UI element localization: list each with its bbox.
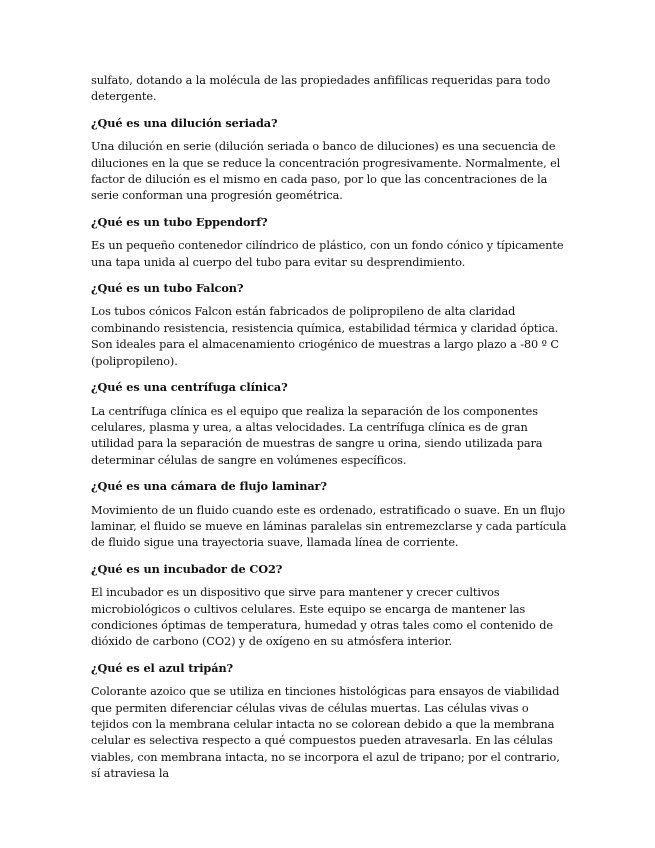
section-heading: ¿Qué es un incubador de CO2?	[91, 561, 283, 576]
section-heading: ¿Qué es el azul tripán?	[91, 660, 234, 675]
section-heading: ¿Qué es un tubo Falcon?	[91, 281, 244, 296]
section-paragraph: Una dilución en serie (dilución seriada o banco de diluciones) es una secuencia de diluciones en la que se reduce la concentración progresivamente. Normalmente, el factor de dilución es el mismo en cada paso, por lo que las concentraciones de la serie conforman una progresión geométrica.	[91, 140, 561, 203]
section-incubador-co2	[91, 561, 569, 651]
section-heading: ¿Qué es un tubo Eppendorf?	[91, 214, 268, 229]
section-paragraph: Es un pequeño contenedor cilíndrico de plástico, con un fondo cónico y típicamente una tapa unida al cuerpo del tubo para evitar su desprendimiento.	[91, 239, 564, 269]
section-azul-tripan	[91, 660, 569, 783]
section-heading: ¿Qué es una centrífuga clínica?	[91, 380, 288, 395]
intro-paragraph: sulfato, dotando a la molécula de las propiedades anfifílicas requeridas para todo detergente.	[91, 74, 551, 104]
section-paragraph: El incubador es un dispositivo que sirve para mantener y crecer cultivos microbiológicos o cultivos celulares. Este equipo se encarga de mantener las condiciones óptimas de temperatura, humedad y otras tales como el contenido de dióxido de carbono (CO2) y de oxígeno en su atmósfera interior.	[91, 586, 553, 649]
section-paragraph: Movimiento de un fluido cuando este es ordenado, estratificado o suave. En un flujo laminar, el fluido se mueve en láminas paralelas sin entremezclarse y cada partícula de fluido sigue una trayectoria suave, llamada línea de corriente.	[91, 503, 567, 550]
section-centrifuga-clinica	[91, 379, 569, 469]
section-paragraph: Colorante azoico que se utiliza en tinciones histológicas para ensayos de viabilidad que permiten diferenciar células vivas de células muertas. Las células vivas o tejidos con la membrana celular intacta no se colorean debido a que la membrana celular es selectiva respecto a qué compuestos pueden atravesarla. En las células viables, con membrana intacta, no se incorpora el azul de tripano; por el contrario, sí atraviesa la	[91, 685, 560, 781]
document-body	[91, 73, 569, 792]
section-heading: ¿Qué es una cámara de flujo laminar?	[91, 479, 327, 494]
section-paragraph: La centrífuga clínica es el equipo que realiza la separación de los componentes celulares, plasma y urea, a altas velocidades. La centrífuga clínica es de gran utilidad para la separación de muestras de sangre u orina, siendo utilizada para determinar células de sangre en volúmenes específicos.	[91, 404, 543, 467]
section-heading: ¿Qué es una dilución seriada?	[91, 115, 278, 130]
section-flujo-laminar	[91, 478, 569, 552]
section-tubo-falcon	[91, 280, 569, 370]
section-dilucion-seriada	[91, 115, 569, 205]
section-paragraph: Los tubos cónicos Falcon están fabricados de polipropileno de alta claridad combinando resistencia, resistencia química, estabilidad térmica y claridad óptica. Son ideales para el almacenamiento criogénico de muestras a largo plazo a -80 º C (polipropileno).	[91, 305, 559, 368]
section-tubo-eppendorf	[91, 214, 569, 271]
